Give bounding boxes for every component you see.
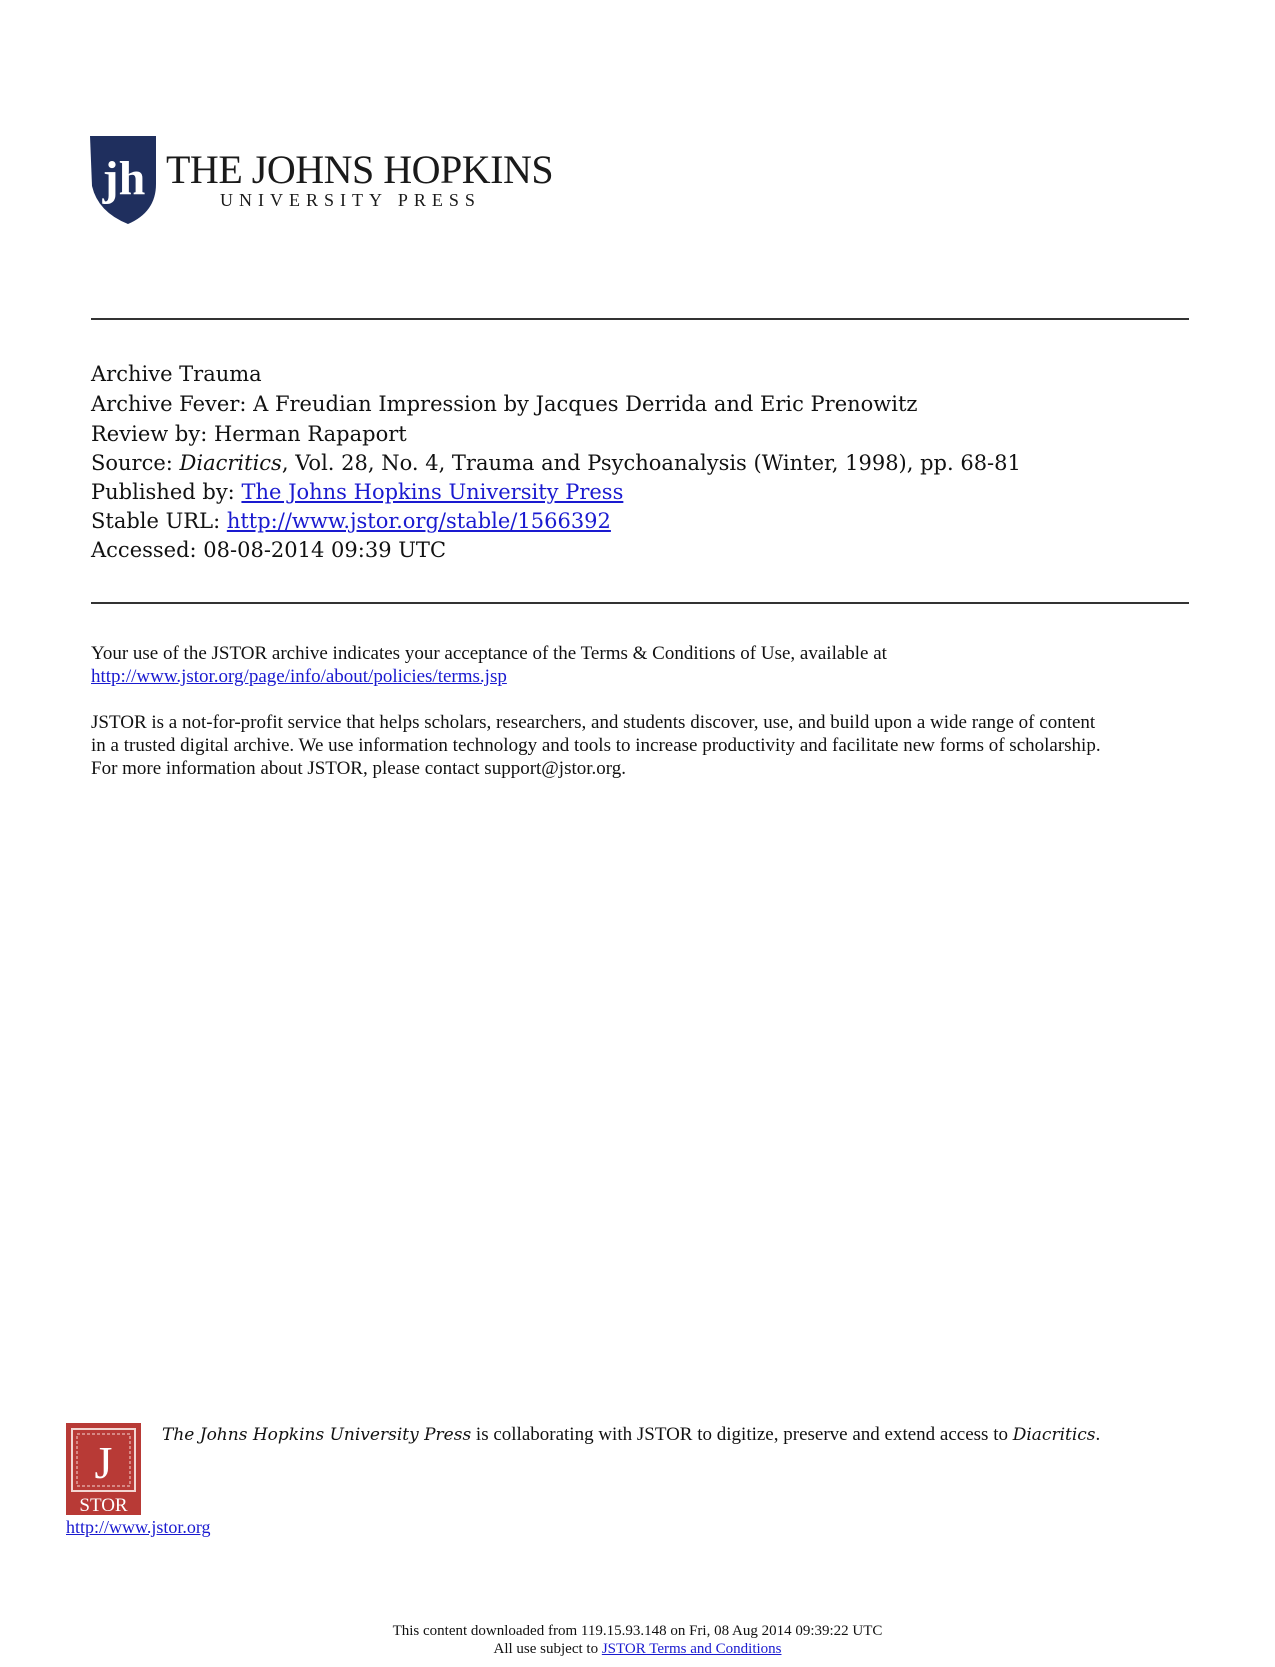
terms-footer — [0, 1640, 1275, 1658]
article-title: Archive Trauma — [91, 362, 262, 386]
collab-publisher: The Johns Hopkins University Press — [162, 1425, 472, 1445]
source-label: Source: — [91, 451, 180, 475]
source-journal: Diacritics — [179, 451, 282, 475]
terms-text: Your use of the JSTOR archive indicates your acceptance of the Terms & Conditions of Use, available at — [91, 643, 887, 664]
source-line — [91, 449, 1021, 477]
about-line-1: JSTOR is a not-for-profit service that helps scholars, researchers, and students discover, use, and build upon a wide range of content — [91, 712, 1096, 733]
collaboration-statement — [162, 1424, 1100, 1446]
download-notice: This content downloaded from 119.15.93.148 on Fri, 08 Aug 2014 09:39:22 UTC — [392, 1623, 883, 1639]
collab-middle: is collaborating with JSTOR to digitize, preserve and extend access to — [471, 1424, 1013, 1445]
publisher-link[interactable]: The Johns Hopkins University Press — [241, 480, 624, 504]
logo-wordmark-top: THE JOHNS HOPKINS — [166, 147, 554, 192]
jh-mark: jh — [102, 152, 146, 205]
logo-wordmark-bottom: UNIVERSITY PRESS — [220, 190, 481, 210]
stable-url-line — [91, 507, 611, 535]
jstor-logo — [66, 1423, 141, 1515]
publisher-label: Published by: — [91, 480, 242, 504]
terms-link[interactable]: http://www.jstor.org/page/info/about/policies/terms.jsp — [91, 666, 507, 687]
jstor-logo-icon — [66, 1423, 141, 1515]
jstor-home-line — [66, 1517, 211, 1538]
terms-notice — [91, 642, 1201, 688]
stable-url-link[interactable]: http://www.jstor.org/stable/1566392 — [226, 509, 611, 533]
bottom-divider — [91, 602, 1189, 604]
stable-url-label: Stable URL: — [91, 509, 227, 533]
about-line-2: in a trusted digital archive. We use information technology and tools to increase productivity and facilitate new forms of scholarship. — [91, 735, 1101, 756]
terms-footer-link[interactable]: JSTOR Terms and Conditions — [601, 1641, 782, 1657]
source-details: , Vol. 28, No. 4, Trauma and Psychoanalysis (Winter, 1998), pp. 68-81 — [281, 451, 1021, 475]
jstor-about — [91, 711, 1201, 780]
jstor-logo-letter: J — [94, 1437, 113, 1488]
collab-end: . — [1095, 1424, 1101, 1445]
collab-journal: Diacritics — [1012, 1425, 1096, 1445]
about-line-3: For more information about JSTOR, please contact support@jstor.org. — [91, 758, 627, 779]
accessed-date: Accessed: 08-08-2014 09:39 UTC — [91, 538, 447, 562]
jstor-logo-text: STOR — [79, 1495, 128, 1515]
review-author: Review by: Herman Rapaport — [91, 422, 407, 446]
publisher-line — [91, 478, 623, 506]
reviewed-work: Archive Fever: A Freudian Impression by Jacques Derrida and Eric Prenowitz — [91, 392, 918, 416]
jstor-home-link[interactable]: http://www.jstor.org — [66, 1517, 211, 1537]
top-divider — [91, 318, 1189, 320]
jh-shield-icon — [88, 134, 168, 226]
terms-footer-prefix: All use subject to — [493, 1641, 602, 1657]
